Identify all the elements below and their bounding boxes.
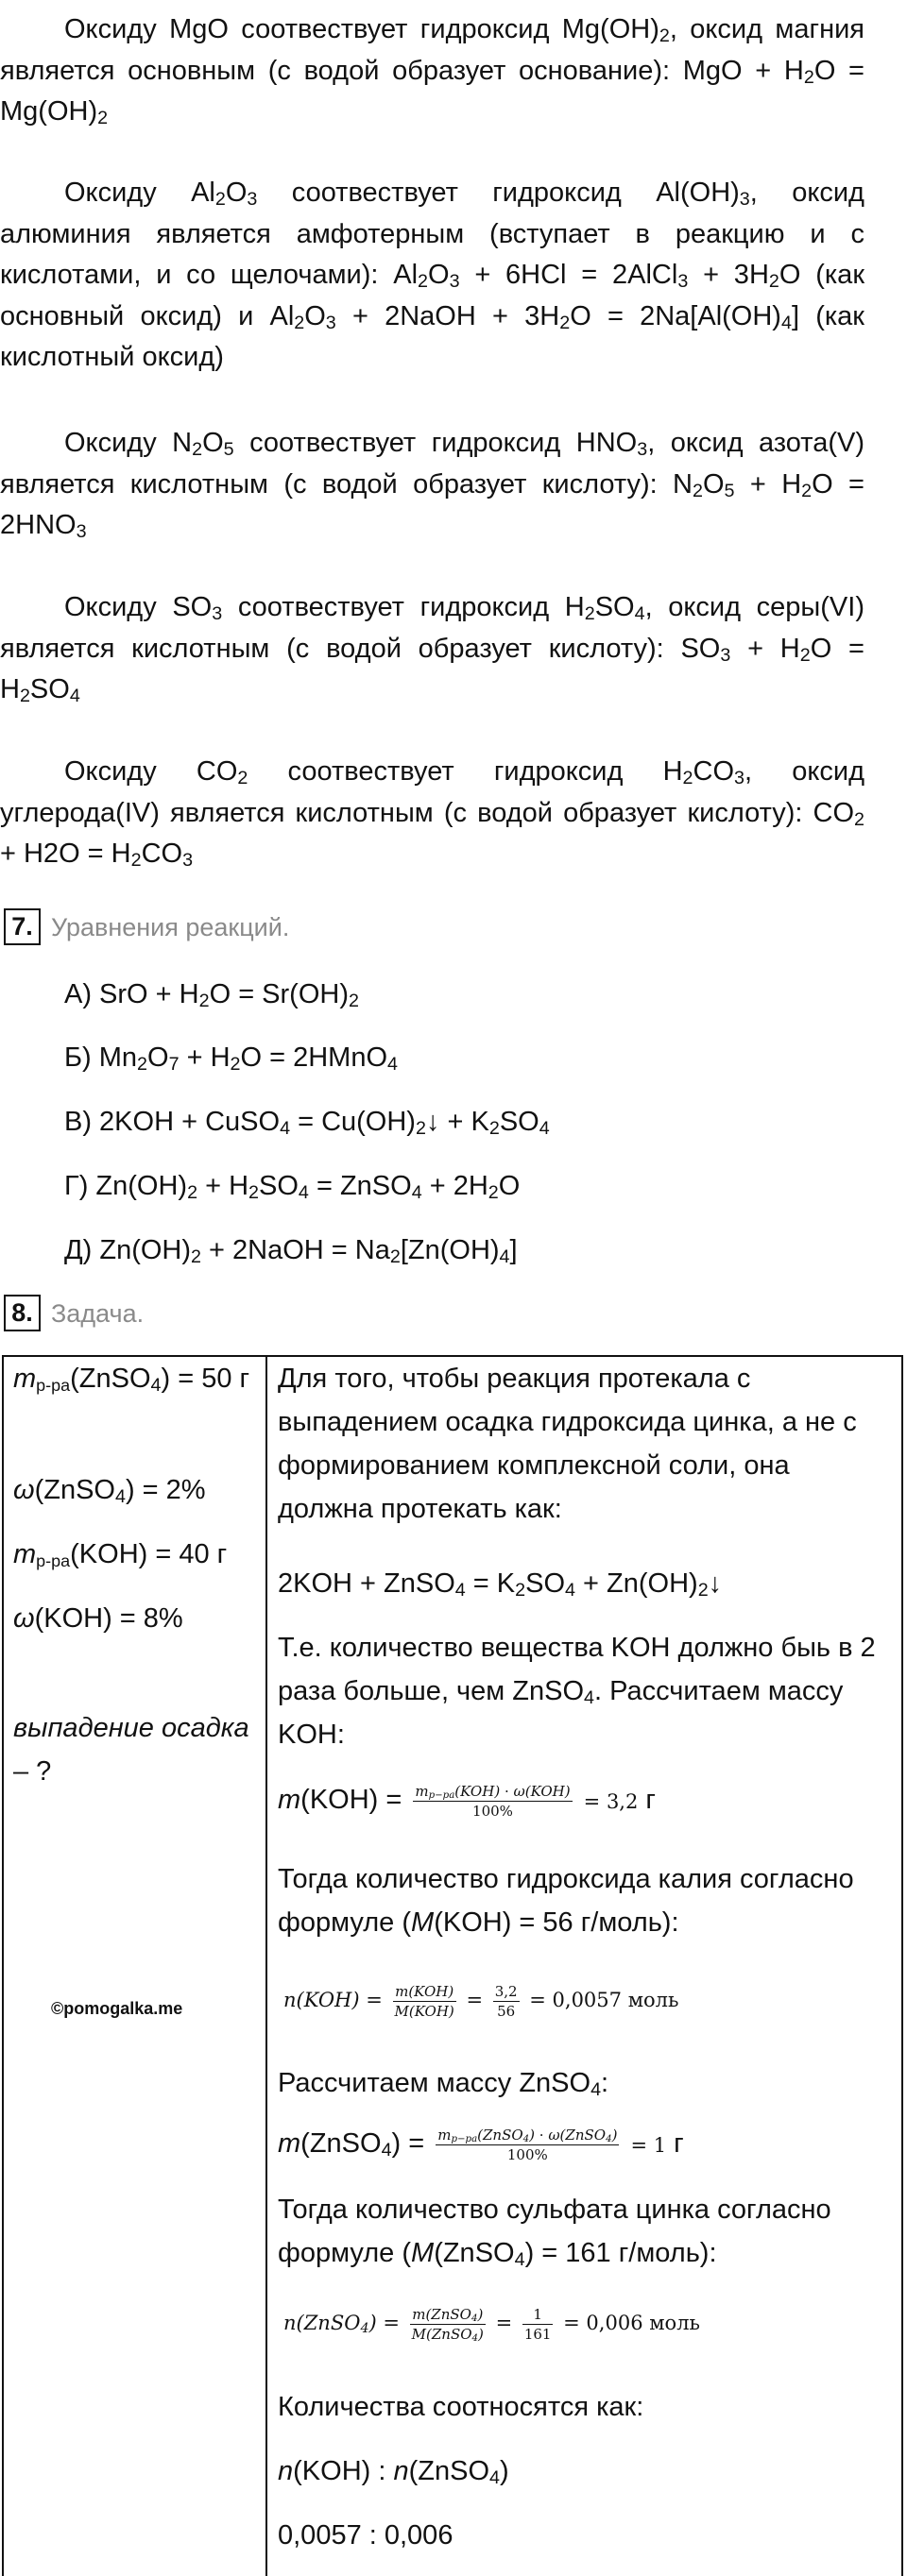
paragraph-so3: Оксиду $SO_3$ соотвествует гидроксид $H_2SO_4$, оксид серы(VI) является кислотным (с водой образует кислоту): $SO_3 + H_2O = H_2SO_4$ bbox=[0, 592, 864, 707]
watermark: ©pomogalka.me bbox=[51, 1999, 183, 2018]
solution-mass-znso4-text: Рассчитаем массу ZnSO$_4$: bbox=[278, 2068, 609, 2101]
formula-amount-znso4: n(ZnSO$_4$) = $\frac{m(ZnSO_4)}{M(ZnSO_4)}$ = $\frac{1}{161}$ = 0,006 моль bbox=[283, 2306, 700, 2345]
solution-intro: Для того, чтобы реакция протекала с выпадением осадка гидроксида цинка, а не с формированием комплексной соли, она должна протекать как: bbox=[278, 1364, 857, 1524]
find-precipitate: выпадение осадка – ? bbox=[13, 1713, 249, 1787]
paragraph-al2o3: Оксиду $Al_2O_3$ соотвествует гидроксид $Al(OH)_3$, оксид алюминия является амфотерным (вступает в реакцию и с кислотами, и со щелочами): $Al_2O_3 + 6HCl$ = 2AlCl$_3$ + $3H_2O$ (как основный оксид) и $Al_2O_3$ + 2NaOH + $3H_2O = 2Na[Al(OH)_4]$ (как кислотный оксид) bbox=[0, 178, 865, 372]
solution-ratio-expression: n(KOH) : n(ZnSO$_4$) bbox=[278, 2456, 509, 2489]
question-7-number: 7. bbox=[4, 908, 41, 945]
paragraph-co2: Оксиду $CO_2$ соотвествует гидроксид $H_2CO_3$, оксид углерода(IV) является кислотным (с водой образует кислоту): $CO_2 + H2O = H_2CO_3$ bbox=[0, 756, 864, 872]
question-8-label: Задача. bbox=[51, 1299, 145, 1328]
solution-koh-amount-text: Тогда количество гидроксида калия согласно формуле (M(KOH) = 56 г/моль): bbox=[278, 1864, 854, 1938]
paragraph-n2o5: Оксиду $N_2O_5$ соотвествует гидроксид $HNO_3$, оксид азота(V) является кислотным (с водой образует кислоту): $N_2O_5 + H_2O = 2HNO_3$ bbox=[0, 428, 864, 543]
given-fraction-znso4: ω(ZnSO$_4$) = 2% bbox=[13, 1475, 206, 1508]
solution-ratio-heading: Количества соотносятся как: bbox=[278, 2392, 644, 2422]
given-fraction-koh: ω(KOH) = 8% bbox=[13, 1603, 183, 1634]
formula-amount-koh: n(KOH) = $\frac{\text{m(KOH)}}{\text{M(KOH)}}$ = $\frac{3,2}{56}$ = 0,0057 моль bbox=[283, 1983, 679, 2020]
given-mass-koh: $m_{р-ра}(KOH) = 40$ г bbox=[13, 1539, 228, 1571]
formula-mass-koh: m(KOH) = $\frac{m_{p-pa}(KOH) \cdot \omega(KOH)}{100\%}$ = 3,2 г bbox=[278, 1782, 656, 1820]
equation-d: Д) $Zn(OH)_2$ + 2NaOH = $Na_2[Zn(OH)_4]$ bbox=[64, 1235, 518, 1268]
solution-ratio-values: 0,0057 : 0,006 bbox=[278, 2520, 454, 2551]
equation-v: В) 2KOH + CuSO$_4$ = $Cu(OH)_2↓ + K_2SO_4$ bbox=[64, 1107, 550, 1140]
solution-reaction: 2KOH + ZnSO$_4$ = $K_2SO_4$ + $Zn(OH)_2↓$ bbox=[278, 1568, 723, 1602]
solution-ratio-text: Т.е. количество вещества KOH должно быь в 2 раза больше, чем ZnSO$_4$. Рассчитаем массу KOH: bbox=[278, 1633, 876, 1750]
solution-znso4-amount-text: Тогда количество сульфата цинка согласно формуле (M(ZnSO$_4$) = 161 г/моль): bbox=[278, 2195, 831, 2271]
equation-b: Б) $Mn_2O_7 + H_2O$ = 2HMnO$_4$ bbox=[64, 1042, 398, 1076]
formula-mass-znso4: m(ZnSO$_4$) = $\frac{m_{p-pa}(ZnSO_4) \cdot \omega(ZnSO_4)}{100\%}$ = 1 г bbox=[278, 2126, 684, 2163]
given-mass-znso4: $m_{р-ра}(ZnSO_4) = 50$ г bbox=[13, 1364, 250, 1397]
table-divider bbox=[265, 1357, 267, 2576]
question-7-label: Уравнения реакций. bbox=[51, 913, 290, 941]
problem-table bbox=[2, 1355, 903, 2576]
equation-g: Г) $Zn(OH)_2 + H_2SO_4$ = ZnSO$_4$ + $2H_2O$ bbox=[64, 1171, 521, 1204]
question-8-number: 8. bbox=[4, 1295, 41, 1331]
paragraph-mgo: Оксиду MgO соотвествует гидроксид $Mg(OH)_2$, оксид магния является основным (с водой образует основание): MgO + $H_2O = Mg(OH)_2$ bbox=[0, 14, 864, 129]
equation-a: А) SrO + $H_2O = Sr(OH)_2$ bbox=[64, 979, 359, 1012]
